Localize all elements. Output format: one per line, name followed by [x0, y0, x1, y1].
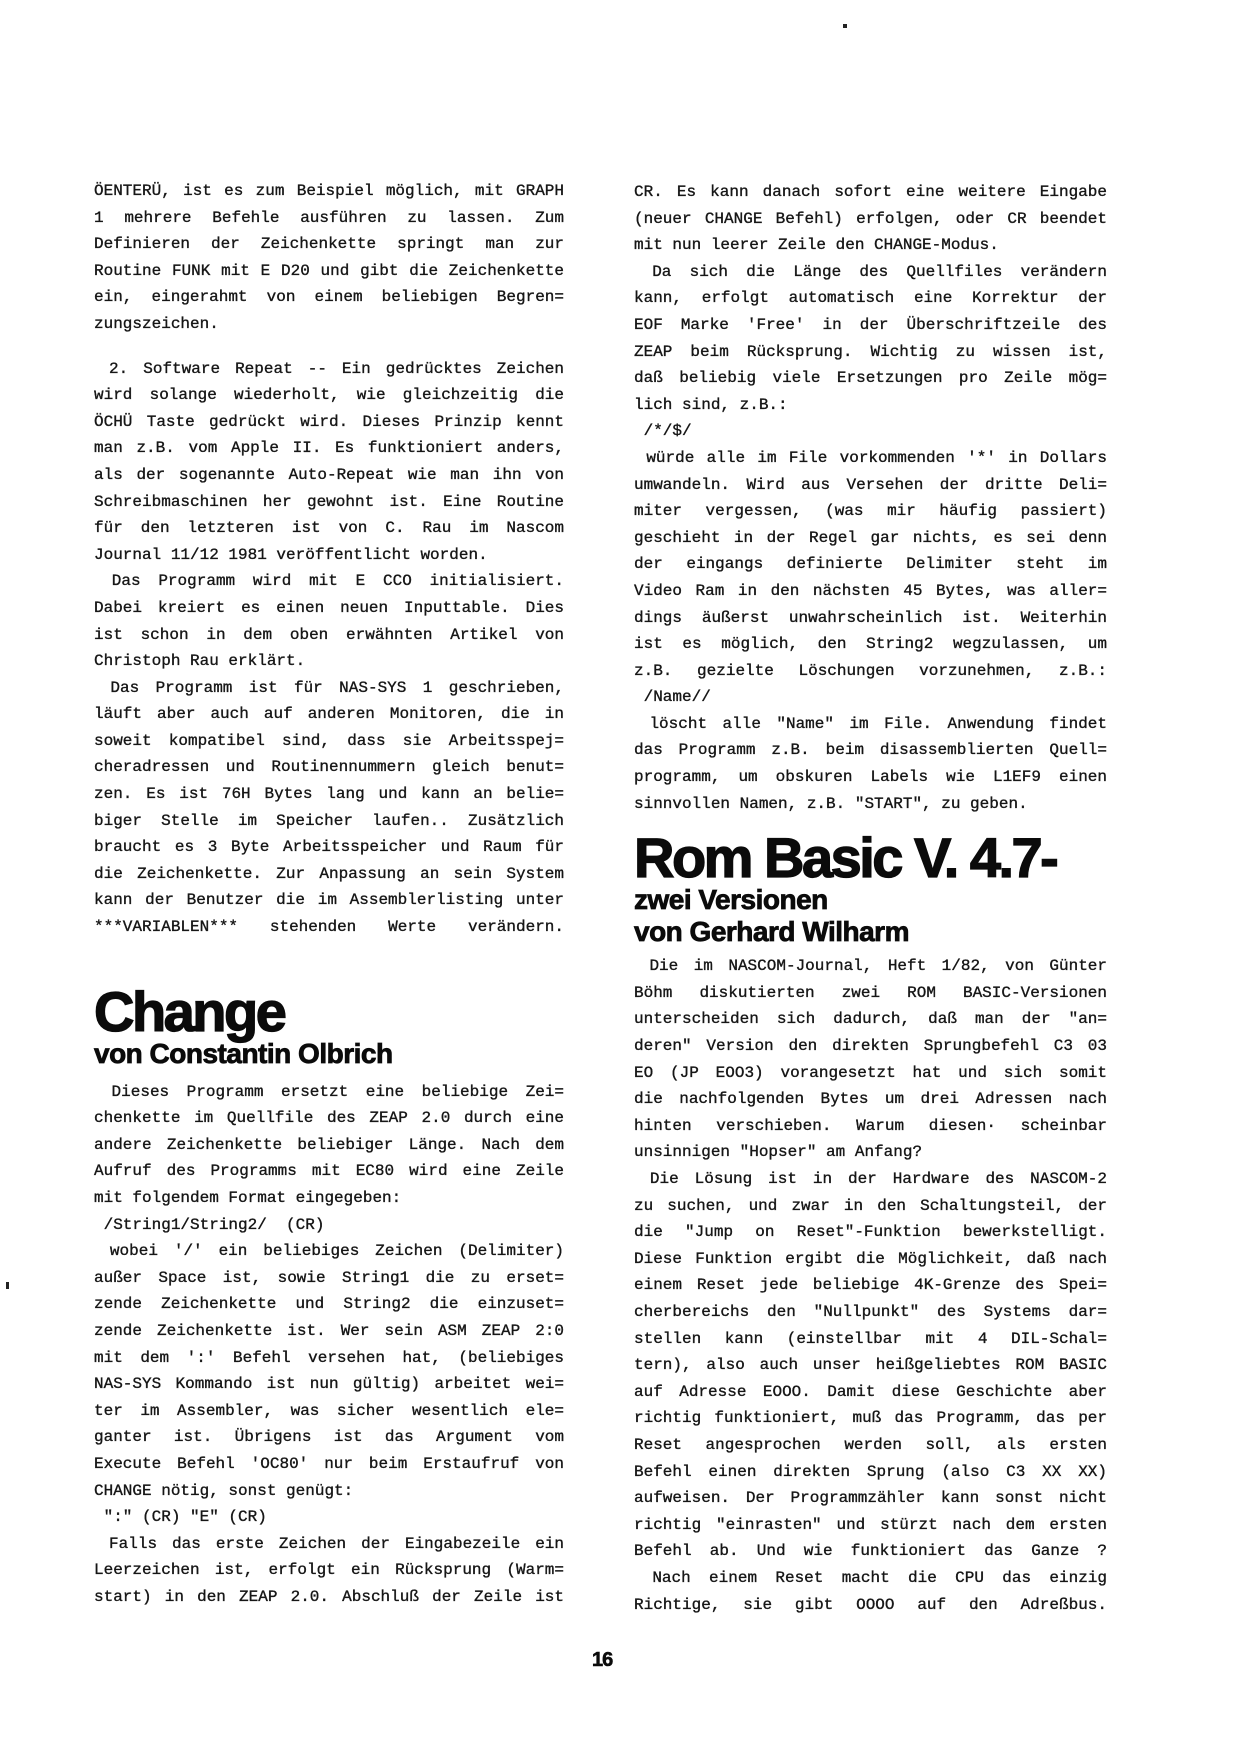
- left-column: [94, 178, 564, 1611]
- body-paragraph: [94, 1079, 564, 1611]
- text-line: man z.B. vom Apple II. Es funktioniert anders,: [94, 439, 564, 458]
- text-line: mit dem ':' Befehl versehen hat, (beliebiges: [94, 1348, 564, 1367]
- article-title: Rom Basic V. 4.7-: [634, 826, 1057, 890]
- text-line: lich sind, z.B.:: [634, 395, 788, 414]
- text-line: Die im NASCOM-Journal, Heft 1/82, von Günter: [634, 957, 1107, 976]
- text-line: z.B. gezielte Löschungen vorzunehmen, z.B.:: [634, 661, 1107, 680]
- text-line: das Programm z.B. beim disassemblierten Quell=: [634, 741, 1107, 760]
- text-line: tern), also auch unser heißgeliebtes ROM BASIC: [634, 1356, 1107, 1375]
- text-line: stellen kann (einstellbar mit 4 DIL-Schal=: [634, 1329, 1107, 1348]
- text-line: deren" Version den direkten Sprungbefehl C3 03: [634, 1037, 1107, 1056]
- text-line: wird solange wiederholt, wie gleichzeitig die: [94, 386, 564, 405]
- text-line: Dieses Programm ersetzt eine beliebige Zei=: [94, 1082, 564, 1101]
- text-line: Das Programm wird mit E CCO initialisiert.: [94, 572, 564, 591]
- text-line: Richtige, sie gibt OOOO auf den Adreßbus.: [634, 1595, 1107, 1614]
- text-line: EOF Marke 'Free' in der Überschriftzeile des: [634, 315, 1107, 334]
- text-line: aufweisen. Der Programmzähler kann sonst nicht: [634, 1489, 1107, 1508]
- text-line: cherbereichs den "Nullpunkt" des Systems dar=: [634, 1302, 1107, 1321]
- text-line: Befehl einen direkten Sprung (also C3 XX XX): [634, 1462, 1107, 1481]
- text-line: CHANGE nötig, sonst genügt:: [94, 1481, 354, 1500]
- text-line: ganter ist. Übrigens ist das Argument vom: [94, 1428, 564, 1447]
- text-line: Definieren der Zeichenkette springt man zur: [94, 235, 564, 254]
- text-line: /Name//: [634, 688, 711, 707]
- text-line: unsinnigen "Hopser" am Anfang?: [634, 1143, 923, 1162]
- text-line: kann, erfolgt automatisch eine Korrektur der: [634, 289, 1107, 308]
- text-line: die nachfolgenden Bytes um drei Adressen nach: [634, 1090, 1107, 1109]
- text-line: zungszeichen.: [94, 314, 219, 333]
- text-line: wobei '/' ein beliebiges Zeichen (Delimiter): [94, 1242, 564, 1261]
- text-line: NAS-SYS Kommando ist nun gültig) arbeitet wei=: [94, 1375, 564, 1394]
- text-line: außer Space ist, sowie String1 die zu erset=: [94, 1268, 564, 1287]
- text-line: Reset angesprochen werden soll, als ersten: [634, 1435, 1107, 1454]
- text-line: ist schon in dem oben erwähnten Artikel von: [94, 625, 564, 644]
- text-line: Routine FUNK mit E D20 und gibt die Zeichenkette: [94, 261, 564, 280]
- right-column: [634, 179, 1107, 1618]
- text-line: Falls das erste Zeichen der Eingabezeile ein: [94, 1534, 565, 1553]
- text-line: /*/$/: [634, 422, 692, 441]
- body-paragraph: [94, 356, 564, 569]
- text-line: geschieht in der Regel gar nichts, es sei denn: [634, 528, 1107, 547]
- text-line: sinnvollen Namen, z.B. "START", zu geben.: [634, 794, 1028, 813]
- text-line: Schreibmaschinen her gewohnt ist. Eine Routine: [94, 492, 564, 511]
- text-line: Da sich die Länge des Quellfiles verändern: [634, 262, 1108, 281]
- body-paragraph: [94, 675, 564, 941]
- text-line: ***VARIABLEN*** stehenden Werte verändern.: [94, 918, 564, 937]
- text-line: Böhm diskutierten zwei ROM BASIC-Versionen: [634, 983, 1107, 1002]
- text-line: Aufruf des Programms mit EC80 wird eine Zeile: [94, 1162, 564, 1181]
- text-line: zu suchen, und zwar in den Schaltungsteil, der: [634, 1196, 1107, 1215]
- body-paragraph: [94, 178, 564, 338]
- text-line: unterscheiden sich dadurch, daß man der "an=: [634, 1010, 1107, 1029]
- text-line: /String1/String2/ (CR): [94, 1215, 325, 1234]
- body-paragraph: [634, 259, 1107, 817]
- text-line: die "Jump on Reset"-Funktion bewerkstelligt.: [634, 1223, 1107, 1242]
- body-paragraph: [634, 953, 1107, 1618]
- text-line: kann der Benutzer die im Assemblerlisting unter: [94, 891, 564, 910]
- text-line: biger Stelle im Speicher laufen.. Zusätzlich: [94, 811, 564, 830]
- article-subtitle: zwei Versionen: [634, 884, 828, 916]
- text-line: ZEAP beim Rücksprung. Wichtig zu wissen ist,: [634, 342, 1107, 361]
- text-line: ÖENTERÜ, ist es zum Beispiel möglich, mit GRAPH: [94, 182, 564, 200]
- text-line: umwandeln. Wird aus Versehen der dritte Deli=: [634, 475, 1107, 494]
- text-line: EO (JP EOO3) vorangesetzt hat und sich somit: [634, 1063, 1107, 1082]
- text-line: Dabei kreiert es einen neuen Inputtable. Dies: [94, 598, 564, 617]
- text-line: einem Reset jede beliebige 4K-Grenze des Spei=: [634, 1276, 1107, 1295]
- text-line: zende Zeichenkette ist. Wer sein ASM ZEAP 2:0: [94, 1321, 564, 1340]
- text-line: Befehl ab. Und wie funktioniert das Ganze ?: [634, 1542, 1107, 1561]
- text-line: läuft aber auch auf anderen Monitoren, die in: [94, 705, 564, 724]
- text-line: dings äußerst unwahrscheinlich ist. Weiterhin: [634, 608, 1107, 627]
- text-line: für den letzteren ist von C. Rau im Nascom: [94, 519, 564, 538]
- text-line: ein, eingerahmt von einem beliebigen Begren=: [94, 288, 564, 307]
- article-headline: [94, 979, 564, 1069]
- text-line: soweit kompatibel sind, dass sie Arbeitsspej=: [94, 731, 564, 750]
- text-line: zende Zeichenkette und String2 die einzuset=: [94, 1295, 564, 1314]
- text-line: Nach einem Reset macht die CPU das einzig: [634, 1568, 1107, 1587]
- text-line: mit folgendem Format eingegeben:: [94, 1189, 402, 1207]
- text-line: daß beliebig viele Ersetzungen pro Zeile mög=: [634, 369, 1107, 388]
- text-line: zen. Es ist 76H Bytes lang und kann an belie=: [94, 785, 564, 804]
- text-line: Leerzeichen ist, erfolgt ein Rücksprung (Warm=: [94, 1561, 564, 1580]
- text-line: 2. Software Repeat -- Ein gedrücktes Zeichen: [94, 359, 565, 378]
- text-line: cheradressen und Routinennummern gleich benut=: [94, 758, 564, 777]
- text-line: andere Zeichenkette beliebiger Länge. Nach dem: [94, 1135, 564, 1154]
- text-line: ist es möglich, den String2 wegzulassen, um: [634, 635, 1107, 654]
- text-line: auf Adresse EOOO. Damit diese Geschichte aber: [634, 1382, 1107, 1401]
- article-title: Change: [94, 979, 285, 1043]
- page-number: 16: [592, 1649, 613, 1671]
- text-line: hinten verschieben. Warum diesen· scheinbar: [634, 1116, 1107, 1135]
- text-line: ":" (CR) "E" (CR): [94, 1508, 267, 1527]
- text-line: 1 mehrere Befehle ausführen zu lassen. Zum: [94, 208, 564, 227]
- text-line: Das Programm ist für NAS-SYS 1 geschrieben,: [94, 678, 564, 697]
- text-line: miter vergessen, (was mir häufig passiert): [634, 502, 1107, 521]
- text-line: würde alle im File vorkommenden '*' in Dollars: [634, 448, 1108, 467]
- body-paragraph: [634, 179, 1107, 259]
- text-line: Execute Befehl 'OC80' nur beim Erstaufruf von: [94, 1454, 564, 1473]
- text-line: ter im Assembler, was sicher wesentlich ele=: [94, 1401, 564, 1420]
- text-line: mit nun leerer Zeile den CHANGE-Modus.: [634, 236, 999, 255]
- text-line: chenkette im Quellfile des ZEAP 2.0 durch eine: [94, 1109, 564, 1128]
- text-line: Christoph Rau erklärt.: [94, 652, 306, 671]
- text-line: der eingangs definierte Delimiter steht im: [634, 555, 1107, 574]
- body-paragraph: [94, 568, 564, 674]
- text-line: löscht alle "Name" im File. Anwendung findet: [634, 714, 1107, 733]
- scan-speck: [843, 24, 847, 28]
- text-line: Journal 11/12 1981 veröffentlicht worden.: [94, 545, 488, 564]
- text-line: Diese Funktion ergibt die Möglichkeit, daß nach: [634, 1249, 1107, 1268]
- text-line: Video Ram in den nächsten 45 Bytes, was aller=: [634, 581, 1107, 600]
- scan-speck: [6, 1282, 9, 1289]
- article-byline: von Gerhard Wilharm: [634, 916, 909, 948]
- text-line: CR. Es kann danach sofort eine weitere Eingabe: [634, 183, 1107, 201]
- text-line: start) in den ZEAP 2.0. Abschluß der Zeile ist: [94, 1587, 564, 1606]
- text-line: richtig "einrasten" und stürzt nach dem ersten: [634, 1515, 1107, 1534]
- text-line: als der sogenannte Auto-Repeat wie man ihn von: [94, 465, 564, 484]
- article-byline: von Constantin Olbrich: [94, 1037, 393, 1069]
- text-line: die Zeichenkette. Zur Anpassung an sein System: [94, 864, 564, 883]
- text-line: programm, um obskuren Labels wie L1EF9 einen: [634, 768, 1107, 787]
- article-headline: [634, 826, 1107, 948]
- text-line: (neuer CHANGE Befehl) erfolgen, oder CR beendet: [634, 209, 1107, 228]
- text-line: ÖCHÜ Taste gedrückt wird. Dieses Prinzip kennt: [94, 412, 564, 431]
- text-line: braucht es 3 Byte Arbeitsspeicher und Raum für: [94, 838, 564, 857]
- text-line: Die Lösung ist in der Hardware des NASCOM-2: [634, 1170, 1107, 1188]
- text-line: richtig funktioniert, muß das Programm, das per: [634, 1409, 1107, 1428]
